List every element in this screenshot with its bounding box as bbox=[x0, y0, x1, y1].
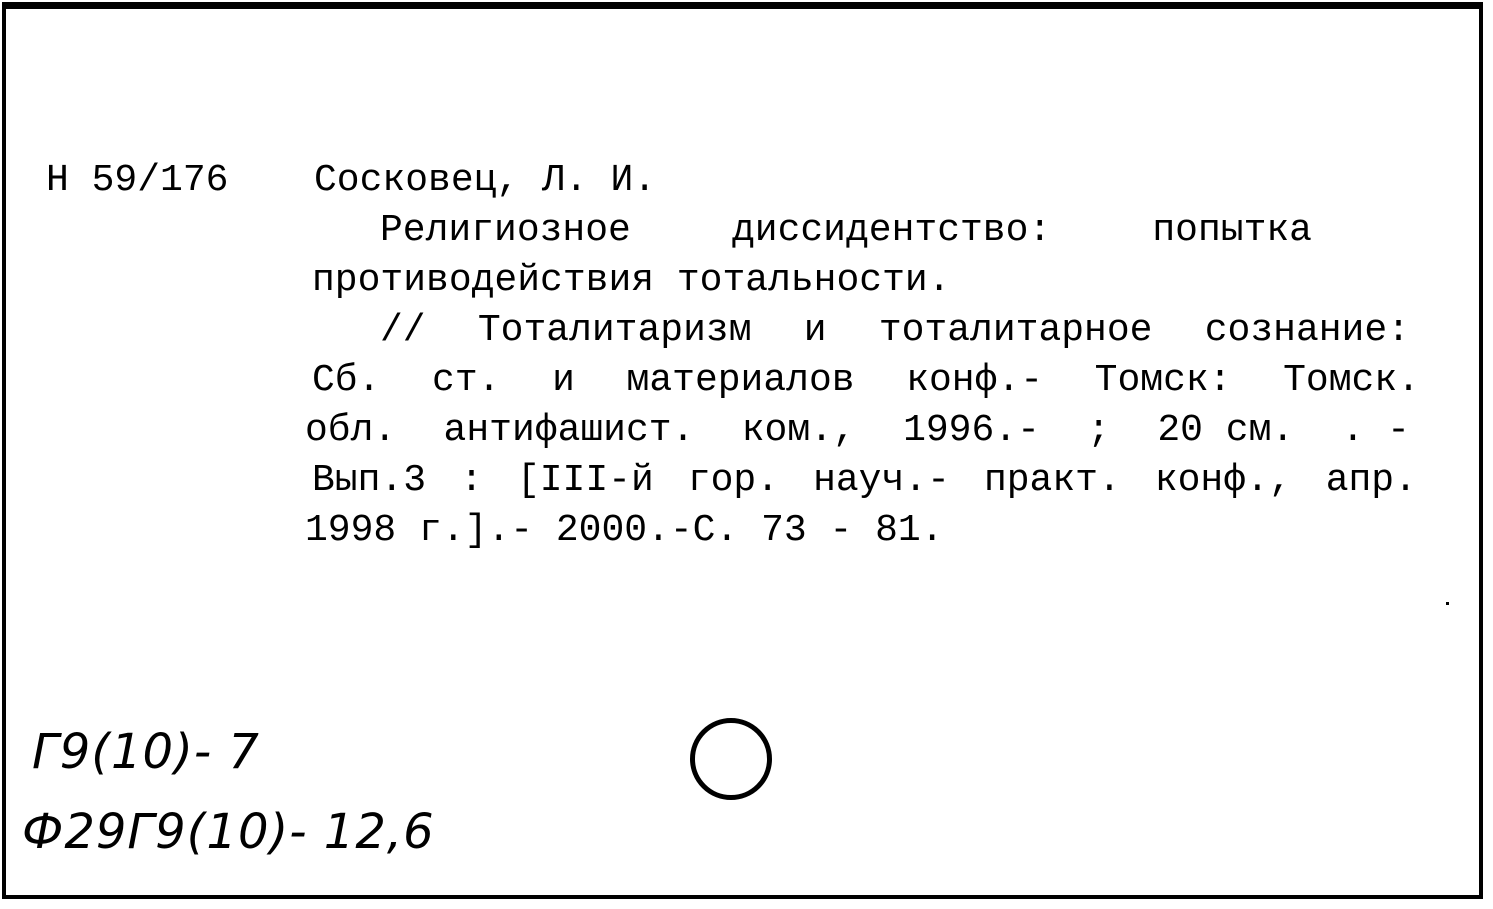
handwritten-code-2: Ф29Г9(10)- 12,6 bbox=[22, 804, 435, 860]
source-word: тоталитарное bbox=[878, 309, 1153, 352]
title-line-1 bbox=[380, 209, 1312, 252]
author: Сосковец, Л. И. bbox=[314, 159, 657, 202]
shelfmark: Н 59/176 bbox=[46, 159, 229, 202]
source-line-2 bbox=[312, 359, 1420, 402]
source-word: материалов bbox=[626, 359, 855, 402]
source-word: : bbox=[460, 459, 483, 502]
scan-speck bbox=[1446, 602, 1449, 605]
source-line-5: 1998 г.].- 2000.-С. 73 - 81. bbox=[305, 509, 944, 552]
source-word: гор. bbox=[687, 459, 780, 502]
source-word: ; bbox=[1087, 409, 1111, 452]
source-word: Тоталитаризм bbox=[477, 309, 752, 352]
handwritten-code-1: Г9(10)- 7 bbox=[32, 724, 260, 780]
source-word: практ. bbox=[983, 459, 1121, 502]
source-word: и bbox=[552, 359, 575, 402]
source-word: . - bbox=[1341, 409, 1410, 452]
source-word: антифашист. bbox=[443, 409, 695, 452]
source-word: обл. bbox=[305, 409, 397, 452]
source-word: 1996.- bbox=[903, 409, 1040, 452]
source-word: Томск: bbox=[1094, 359, 1232, 402]
source-word: ст. bbox=[432, 359, 501, 402]
source-line-4 bbox=[312, 459, 1417, 502]
source-line-1 bbox=[380, 309, 1410, 352]
source-word: и bbox=[803, 309, 827, 352]
source-word: Сб. bbox=[312, 359, 381, 402]
source-word: // bbox=[380, 309, 426, 352]
punch-hole bbox=[690, 718, 772, 800]
source-word: апр. bbox=[1325, 459, 1417, 502]
title-word: диссидентство: bbox=[731, 209, 1052, 252]
source-word: Вып.3 bbox=[312, 459, 427, 502]
source-word: 20 см. bbox=[1157, 409, 1295, 452]
source-word: ком., bbox=[741, 409, 856, 452]
source-word: конф., bbox=[1154, 459, 1292, 502]
source-word: науч.- bbox=[813, 459, 950, 502]
source-word: сознание: bbox=[1204, 309, 1410, 352]
source-line-3 bbox=[305, 409, 1410, 452]
title-line-2: противодействия тотальности. bbox=[312, 259, 951, 302]
source-word: [III-й bbox=[516, 459, 654, 502]
title-word: попытка bbox=[1152, 209, 1312, 252]
source-word: конф.- bbox=[906, 359, 1044, 402]
title-word: Религиозное bbox=[380, 209, 631, 252]
source-word: Томск. bbox=[1283, 359, 1420, 402]
